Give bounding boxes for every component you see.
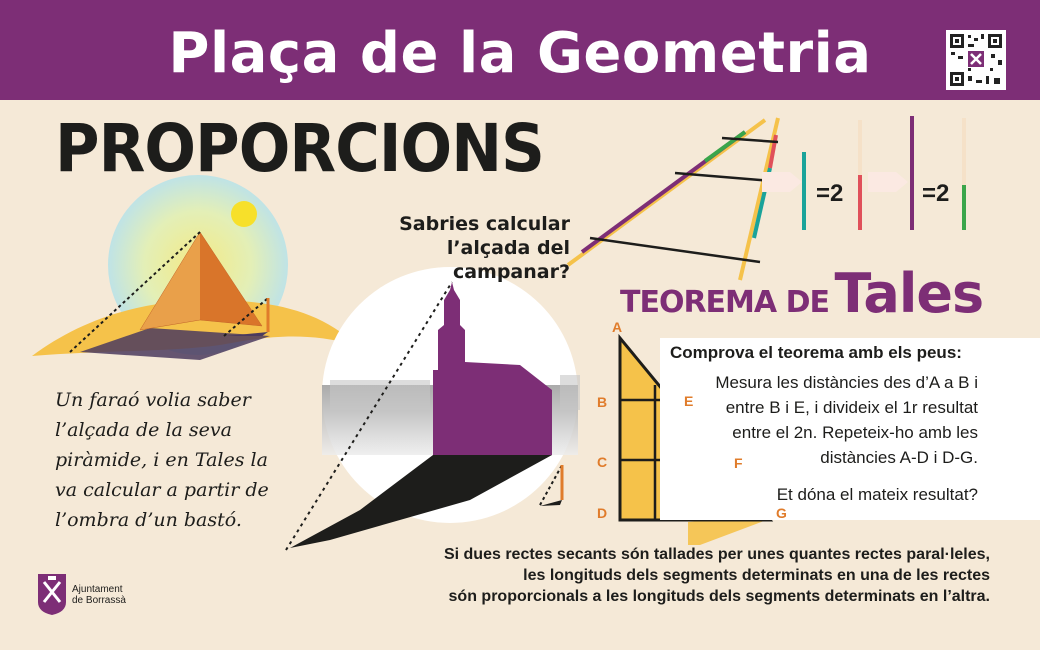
town-hall-logo-icon [36, 572, 68, 621]
logo-line: de Borrassà [72, 595, 126, 606]
point-label-d: D [597, 505, 608, 521]
ratio-equality: =2 [922, 180, 950, 207]
theorem-line: Si dues rectes secants són tallades per unes quantes rectes paral·leles, [443, 546, 990, 563]
point-label-e: E [684, 393, 694, 409]
story-line: l’alçada de la seva [55, 419, 232, 441]
theorem-heading [620, 262, 983, 325]
story-line: va calcular a partir de [55, 479, 269, 501]
pyramid-story [55, 385, 315, 535]
point-label-b: B [597, 394, 608, 410]
bell-tower-question [350, 212, 570, 284]
thales-lines-diagram [568, 116, 964, 280]
ratio-equality: =2 [816, 180, 844, 207]
instruction-line: entre el 2n. Repeteix-ho amb les [732, 423, 978, 442]
section-title: PROPORCIONS [55, 110, 544, 187]
story-line: Un faraó volia saber [55, 389, 251, 411]
logo-line: Ajuntament [72, 584, 123, 595]
story-line: l’ombra d’un bastó. [55, 509, 242, 531]
point-label-g: G [776, 505, 787, 521]
town-hall-name [72, 584, 126, 606]
instructions-title: Comprova el teorema amb els peus: [670, 343, 962, 362]
question-line: Sabries calcular [399, 213, 570, 235]
theorem-heading-name: Tales [834, 262, 984, 325]
story-line: piràmide, i en Tales la [55, 449, 268, 471]
instruction-line: Mesura les distàncies des d’A a B i [715, 373, 978, 392]
theorem-statement [330, 544, 990, 607]
point-label-c: C [597, 454, 608, 470]
page-title: Plaça de la Geometria [168, 21, 872, 86]
question-line: l’alçada del campanar? [446, 237, 570, 283]
theorem-line: les longituds dels segments determinats en una de les rectes [523, 567, 990, 584]
pyramid-illustration [32, 175, 356, 360]
instruction-question: Et dóna el mateix resultat? [776, 485, 978, 504]
instruction-line: entre B i E, i divideix el 1r resultat [725, 398, 978, 417]
bell-tower-illustration [286, 267, 580, 550]
theorem-line: són proporcionals a les longituds dels segments determinats en l’altra. [448, 588, 990, 605]
point-label-f: F [734, 455, 743, 471]
theorem-heading-prefix: TEOREMA DE [620, 285, 829, 320]
point-label-a: A [612, 319, 623, 335]
instruction-line: distàncies A-D i D-G. [820, 448, 978, 467]
sun-icon [231, 201, 257, 227]
